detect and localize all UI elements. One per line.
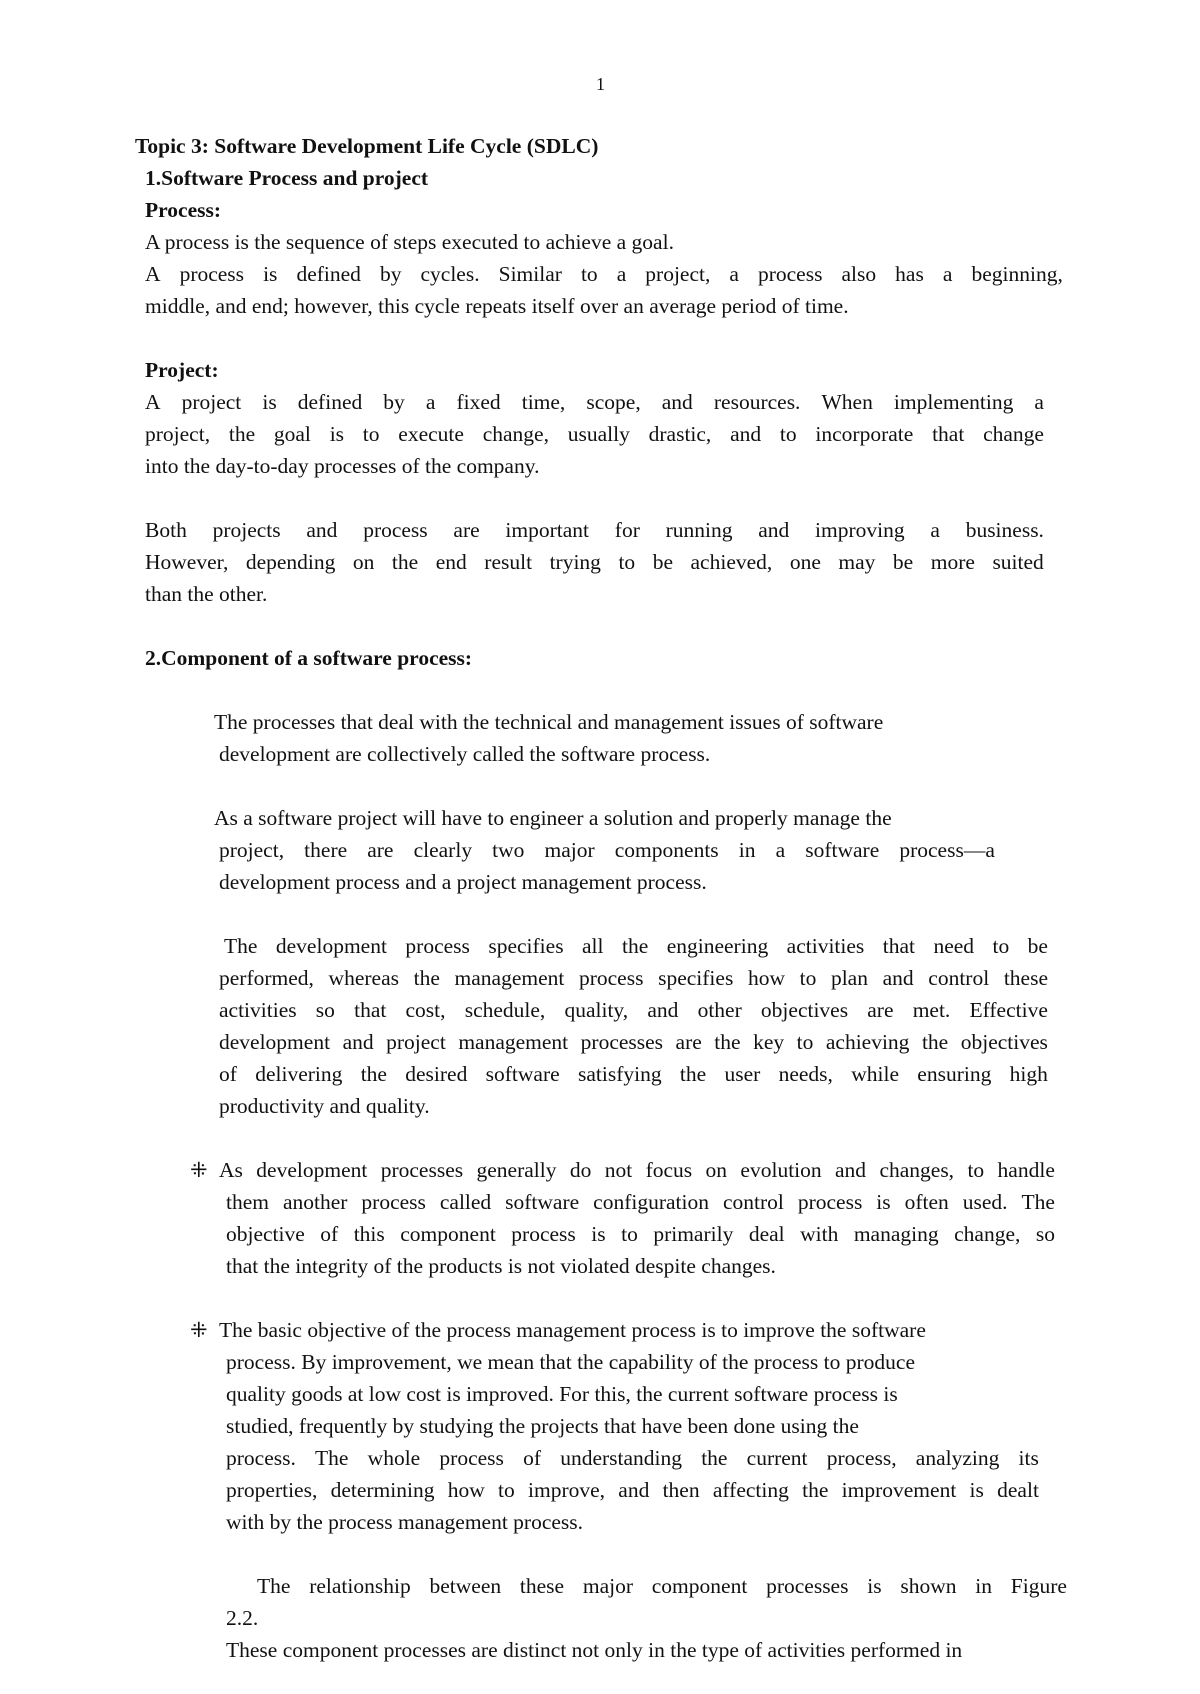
- page-number: 1: [596, 74, 605, 94]
- project-label: Project:: [145, 358, 219, 382]
- para1-line-2: development are collectively called the software process.: [219, 742, 711, 766]
- para3-line-5: of delivering the desired software satisfying the user needs, while ensuring high: [219, 1062, 1048, 1086]
- project-line-1: A project is defined by a fixed time, scope, and resources. When implementing a: [145, 390, 1044, 414]
- para3-line-6: productivity and quality.: [219, 1094, 430, 1118]
- project-line-2: project, the goal is to execute change, usually drastic, and to incorporate that change: [145, 422, 1044, 446]
- process-line-2: A process is defined by cycles. Similar to a project, a process also has a beginning,: [145, 262, 1063, 286]
- para2-line-1: As a software project will have to engineer a solution and properly manage the: [214, 806, 892, 830]
- para3-line-4: development and project management processes are the key to achieving the objectives: [219, 1030, 1048, 1054]
- bullet2-line-2: process. By improvement, we mean that the capability of the process to produce: [226, 1350, 915, 1374]
- project-line-3: into the day-to-day processes of the company.: [145, 454, 540, 478]
- process-label: Process:: [145, 198, 222, 222]
- para3-line-3: activities so that cost, schedule, quality, and other objectives are met. Effective: [219, 998, 1048, 1022]
- bullet1-line-4: that the integrity of the products is not violated despite changes.: [226, 1254, 776, 1278]
- para2-line-2: project, there are clearly two major components in a software process—a: [219, 838, 995, 862]
- bullet2-line-5: process. The whole process of understanding the current process, analyzing its: [226, 1446, 1039, 1470]
- bullet1-line-3: objective of this component process is to primarily deal with managing change, so: [226, 1222, 1055, 1246]
- bullet1-line-2: them another process called software configuration control process is often used. The: [226, 1190, 1055, 1214]
- para2-line-3: development process and a project management process.: [219, 870, 707, 894]
- relationship-line-2: 2.2.: [226, 1606, 259, 1630]
- both-line-1: Both projects and process are important for running and improving a business.: [145, 518, 1044, 542]
- both-line-3: than the other.: [145, 582, 268, 606]
- bullet2-line-1: The basic objective of the process management process is to improve the software: [219, 1318, 926, 1342]
- relationship-line-1: The relationship between these major component processes is shown in Figure: [257, 1574, 1067, 1598]
- process-line-3: middle, and end; however, this cycle repeats itself over an average period of time.: [145, 294, 849, 318]
- para1-line-1: The processes that deal with the technical and management issues of software: [214, 710, 884, 734]
- section1-heading: 1.Software Process and project: [145, 166, 429, 190]
- para3-line-2: performed, whereas the management process specifies how to plan and control these: [219, 966, 1048, 990]
- para3-line-1: The development process specifies all the engineering activities that need to be: [224, 934, 1048, 958]
- bullet2-line-6: properties, determining how to improve, and then affecting the improvement is dealt: [226, 1478, 1039, 1502]
- topic-title: Topic 3: Software Development Life Cycle (SDLC): [135, 134, 599, 158]
- process-line-1: A process is the sequence of steps executed to achieve a goal.: [145, 230, 674, 254]
- section2-heading: 2.Component of a software process:: [145, 646, 473, 670]
- bullet2-line-3: quality goods at low cost is improved. For this, the current software process is: [226, 1382, 898, 1406]
- bullet2-line-7: with by the process management process.: [226, 1510, 584, 1534]
- bullet1-line-1: As development processes generally do not focus on evolution and changes, to handle: [219, 1158, 1055, 1182]
- bullet-marker-1: ⁜: [190, 1158, 208, 1182]
- relationship-line-3: These component processes are distinct not only in the type of activities performed in: [226, 1638, 963, 1662]
- bullet2-line-4: studied, frequently by studying the projects that have been done using the: [226, 1414, 859, 1438]
- bullet-marker-2: ⁜: [190, 1318, 208, 1342]
- both-line-2: However, depending on the end result trying to be achieved, one may be more suited: [145, 550, 1044, 574]
